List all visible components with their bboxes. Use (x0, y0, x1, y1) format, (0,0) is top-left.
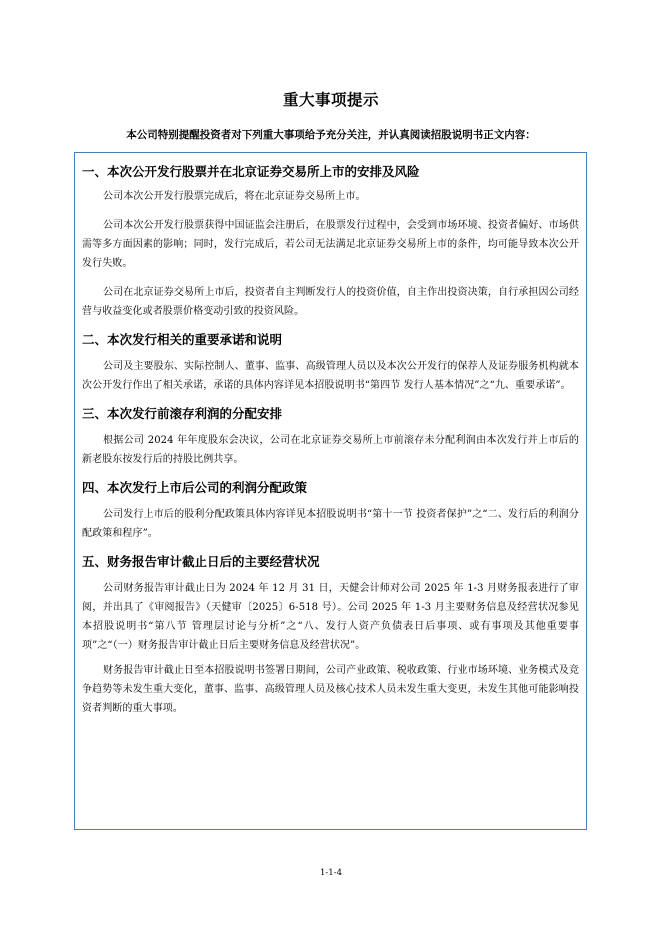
section-1-heading: 一、本次公开发行股票并在北京证券交易所上市的安排及风险 (82, 164, 420, 179)
notice-text: 本公司特别提醒投资者对下列重大事项给予充分关注，并认真阅读招股说明书正文内容： (126, 129, 536, 141)
section-5-heading: 五、财务报告审计截止日后的主要经营状况 (82, 554, 320, 569)
page-title: 重大事项提示 (282, 91, 379, 109)
section-1-para-2: 公司本次公开发行股票获得中国证监会注册后，在股票发行过程中，会受到市场环境、投资者偏好、市场供需等多方面因素的影响；同时，发行完成后，若公司无法满足北京证券交易所上市的条件，均可能导致本次公开发行失败。 (82, 220, 579, 269)
section-2-heading: 二、本次发行相关的重要承诺和说明 (82, 332, 283, 347)
major-matters-box (74, 152, 587, 830)
section-4-para-1: 公司发行上市后的股利分配政策具体内容详见本招股说明书“第十一节 投资者保护”之“二、发行后的利润分配政策和程序”。 (82, 509, 579, 539)
page-number: 1-1-4 (320, 868, 342, 878)
section-3-para-1: 根据公司 2024 年年度股东会决议，公司在北京证券交易所上市前滚存未分配利润由本次发行并上市后的新老股东按发行后的持股比例共享。 (82, 435, 579, 465)
section-2-para-1: 公司及主要股东、实际控制人、董事、监事、高级管理人员以及本次公开发行的保荐人及证券服务机构就本次公开发行作出了相关承诺，承诺的具体内容详见本招股说明书“第四节 发行人基本情况”之“九、重要承诺”。 (82, 361, 579, 391)
section-5-para-2: 财务报告审计截止日至本招股说明书签署日期间，公司产业政策、税收政策、行业市场环境、业务模式及竞争趋势等未发生重大变化，董事、监事、高级管理人员及核心技术人员未发生重大变更，未发生其他可能影响投资者判断的重大事项。 (82, 665, 579, 714)
section-1-para-1: 公司本次公开发行股票完成后，将在北京证券交易所上市。 (103, 191, 366, 202)
section-3-heading: 三、本次发行前滚存利润的分配安排 (82, 406, 283, 421)
section-5-para-1: 公司财务报告审计截止日为 2024 年 12 月 31 日，天健会计师对公司 2025 年 1-3 月财务报表进行了审阅，并出具了《审阅报告》（天健审〔2025〕6-518 号）。公司 2025 年 1-3 月主要财务信息及经营状况参见本招股说明书“第八节 管理层讨论与分析”之“八、发行人资产负债表日后事项、或有事项及其他重要事项”之“（一）财务报告审计截止日后主要财务信息及经营状况”。 (82, 583, 579, 651)
section-1-para-3: 公司在北京证券交易所上市后，投资者自主判断发行人的投资价值，自主作出投资决策，自行承担因公司经营与收益变化或者股票价格变动引致的投资风险。 (82, 287, 579, 317)
section-4-heading: 四、本次发行上市后公司的利润分配政策 (82, 480, 308, 495)
